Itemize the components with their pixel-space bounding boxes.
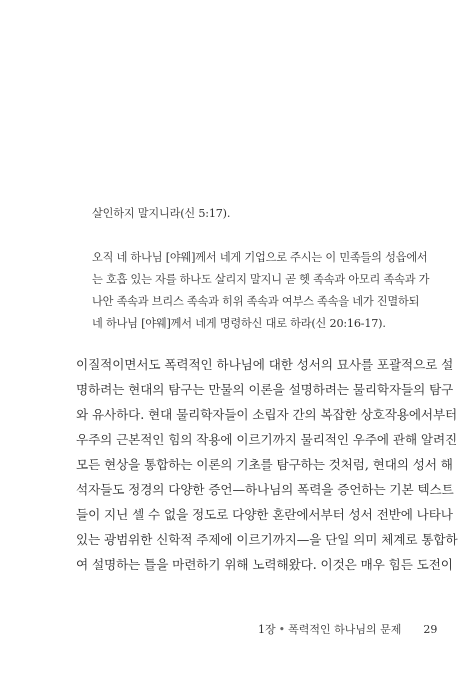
body-line: 여 설명하는 틀을 마련하기 위해 노력해왔다. 이것은 매우 힘든 도전이 [76,557,453,572]
body-line: 들이 지닌 셀 수 없을 정도로 다양한 혼란에서부터 성서 전반에 나타나 [76,507,453,522]
footer-separator: • [278,623,286,636]
footer-chapter: 1장 [258,623,276,636]
body-line: 명하려는 현대의 탐구는 만물의 이론을 설명하려는 물리학자들의 탐구 [76,382,454,397]
body-line: 와 유사하다. 현대 물리학자들이 소립자 간의 복잡한 상호작용에서부터 [76,407,458,422]
quote-line: 네 하나님 [야웨]께서 네게 명령하신 대로 하라(신 20:16-17). [92,317,386,330]
quote-line: 나안 족속과 브리스 족속과 히위 족속과 여부스 족속을 네가 진멸하되 [92,295,420,308]
quote-line: 는 호흡 있는 자를 하나도 살리지 말지니 곧 헷 족속과 아모리 족속과 가 [92,273,430,286]
body-line: 석자들도 정경의 다양한 증언—하나님의 폭력을 증언하는 기본 텍스트 [76,482,454,497]
running-footer [258,623,437,637]
quote-lead-line: 살인하지 말지니라(신 5:17). [92,207,231,220]
body-line: 모든 현상을 통합하는 이론의 기초를 탐구하는 것처럼, 현대의 성서 해 [76,457,453,472]
footer-chapter-title: 폭력적인 하나님의 문제 [288,623,402,636]
page-number: 29 [423,623,438,636]
body-line: 우주의 근본적인 힘의 작용에 이르기까지 물리적인 우주에 관해 알려진 [76,432,458,447]
body-line: 있는 광범위한 신학적 주제에 이르기까지—을 단일 의미 체계로 통합하 [76,532,458,547]
quote-line: 오직 네 하나님 [야웨]께서 네게 기업으로 주시는 이 민족들의 성읍에서 [92,251,428,264]
body-line: 이질적이면서도 폭력적인 하나님에 대한 성서의 묘사를 포괄적으로 설 [76,357,454,372]
